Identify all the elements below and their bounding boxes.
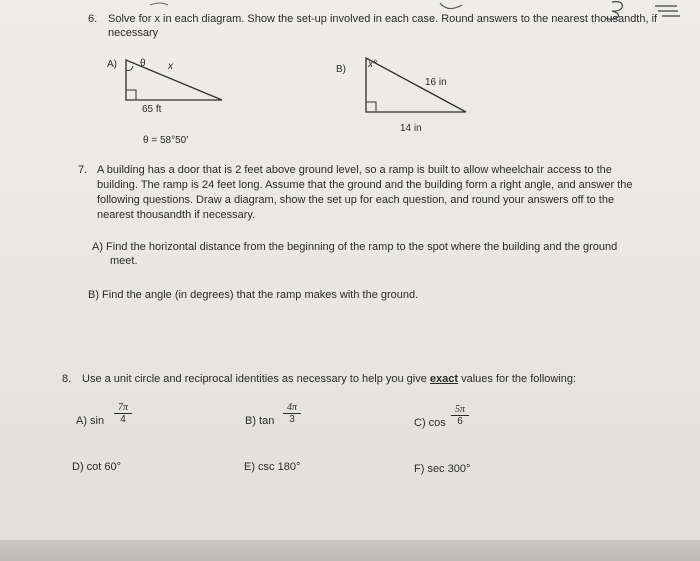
q6b-label: B) — [336, 64, 346, 75]
q8b-fraction — [283, 402, 301, 425]
q6a-given-angle: θ = 58°50′ — [143, 135, 189, 146]
q6b-side-label: 14 in — [400, 123, 422, 134]
q8-prompt-emphasis: exact — [429, 373, 459, 385]
q7-line1: A building has a door that is 2 feet above ground level, so a ramp is built to allow wheelchair access to the — [97, 164, 612, 176]
q8c-denominator: 6 — [457, 416, 463, 427]
q8e-text: E) csc 180° — [244, 461, 301, 473]
page-edge — [0, 540, 700, 561]
q8a-fraction — [114, 402, 132, 425]
q8a-label: A) sin — [76, 415, 105, 427]
q8-number: 8. — [62, 373, 72, 385]
q6b-angle-label: x° — [368, 59, 377, 70]
q8-prompt-post: values for the following: — [458, 373, 577, 385]
q7a-line1: A) Find the horizontal distance from the beginning of the ramp to the spot where the building and the ground — [92, 241, 618, 253]
q8b-numerator: 4π — [283, 402, 301, 414]
q6b-triangle — [364, 56, 474, 118]
q7a-line2: meet. — [110, 255, 138, 267]
q8c-numerator: 5π — [451, 404, 469, 416]
q6a-x-label: x — [168, 61, 173, 72]
q8f-text: F) sec 300° — [414, 463, 471, 475]
q8c-fraction — [451, 404, 469, 427]
q7-number: 7. — [78, 164, 88, 176]
q6-instructions-line1: Solve for x in each diagram. Show the set-up involved in each case. Round answers to the nearest thousandth, if — [108, 13, 658, 25]
q8-prompt — [82, 372, 576, 387]
q7-line3: following questions. Draw a diagram, show the set up for each question, and round your answers off to the — [97, 194, 615, 206]
q8c-label: C) cos — [414, 417, 446, 429]
q6a-label: A) — [107, 59, 117, 70]
q8-prompt-pre: Use a unit circle and reciprocal identities as necessary to help you give — [82, 373, 430, 385]
q7-line4: nearest thousandth if necessary. — [97, 209, 256, 221]
q6a-side-label: 65 ft — [142, 104, 162, 115]
q7b-text: B) Find the angle (in degrees) that the ramp makes with the ground. — [88, 289, 419, 301]
q6-number: 6. — [88, 13, 98, 25]
q6b-hypotenuse-label: 16 in — [425, 77, 447, 88]
q8a-denominator: 4 — [120, 414, 126, 425]
q8d-text: D) cot 60° — [72, 461, 122, 473]
q8a-numerator: 7π — [114, 402, 132, 414]
q8b-label: B) tan — [245, 415, 275, 427]
q6-instructions-line2: necessary — [108, 27, 159, 39]
q8b-denominator: 3 — [289, 414, 295, 425]
q6a-theta: θ — [140, 58, 146, 69]
q7-line2: building. The ramp is 24 feet long. Assume that the ground and the building form a right angle, and answer the — [97, 179, 633, 191]
